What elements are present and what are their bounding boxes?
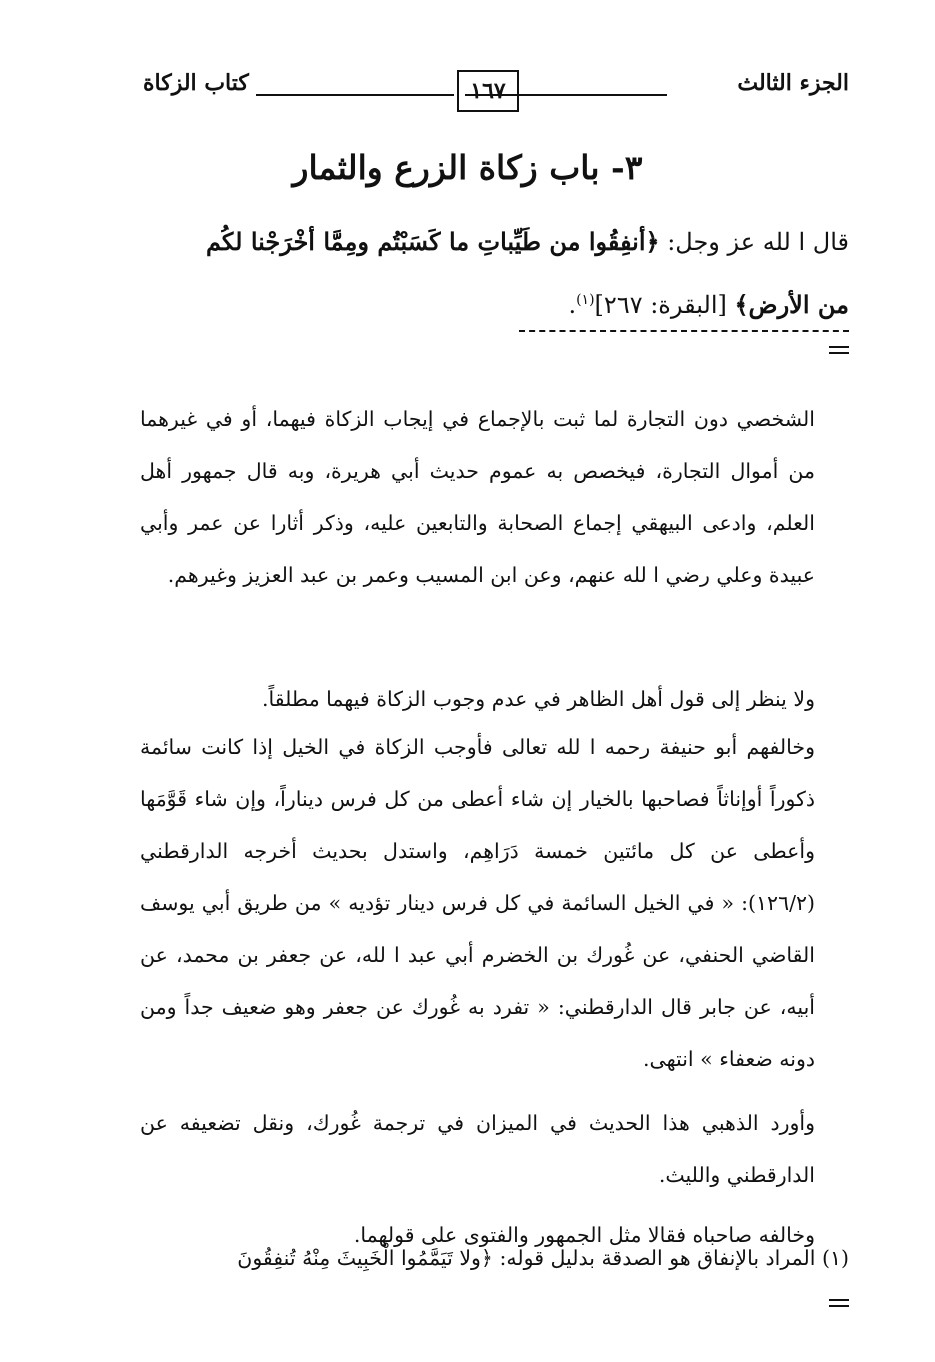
footnote-marker: (١) <box>576 292 595 308</box>
footnote-text: (١) المراد بالإنفاق هو الصدقة بدليل قوله: ﴿ولا تَيَمَّمُوا الْخَبِيثَ مِنْهُ تُنفِقُونَ <box>237 1246 849 1270</box>
intro-line-2 <box>140 280 849 325</box>
header-rule-left <box>256 94 454 96</box>
paragraph-3: وخالفهم أبو حنيفة رحمه ا لله تعالى فأوجب الزكاة في الخيل إذا كانت سائمة ذكوراً أوإناثاً فصاحبها بالخيار إن شاء أعطى من كل فرس ديناراً، وإن شاء قَوَّمَها وأعطى عن كل مائتين خمسة دَرَاهِم، واستدل بحديث أخرجه الدارقطني (١٢٦/٢): « في الخيل السائمة في كل فرس دينار تؤديه » من طريق أبي يوسف القاضي الحنفي، عن غُورك بن الخضرم أبي عبد ا لله، عن جعفر بن محمد، عن أبيه، عن جابر قال الدارقطني: « تفرد به غُورك عن جعفر وهو ضعيف جداً ومن دونه ضعفاء » انتهى. <box>140 734 815 1071</box>
paragraph-5: وخالفه صاحباه فقالا مثل الجمهور والفتوى على قولهما. <box>353 1222 815 1247</box>
intro-end: . <box>568 291 577 319</box>
chapter-title: ٣- باب زكاة الزرع والثمار <box>292 148 643 187</box>
page-number-box: ١٦٧ <box>457 70 519 112</box>
paragraph-4: وأورد الذهبي هذا الحديث في الميزان في ترجمة غُورك، ونقل تضعيفه عن الدارقطني والليث. <box>140 1110 815 1187</box>
intro-lead: قال ا لله عز وجل: <box>659 228 849 256</box>
quran-verse-part-1: ﴿أنفِقُوا من طَيِّباتِ ما كَسَبْتُم ومِمَّا أخْرَجْنا لكُم <box>205 227 660 256</box>
intro-line-1 <box>140 222 849 262</box>
footnote-continuation-mark <box>829 1299 849 1307</box>
footnote-separator <box>519 330 849 332</box>
quran-verse-part-2: من الأرض﴾ <box>734 290 849 319</box>
verse-citation: [البقرة: ٢٦٧] <box>594 291 735 319</box>
continuation-mark <box>829 346 849 354</box>
volume-label: الجزء الثالث <box>737 70 849 96</box>
paragraph-2: ولا ينظر إلى قول أهل الظاهر في عدم وجوب الزكاة فيهما مطلقاً. <box>261 686 815 711</box>
book-label: كتاب الزكاة <box>143 70 249 96</box>
paragraph-1: الشخصي دون التجارة لما ثبت بالإجماع في إيجاب الزكاة فيهما، أو في غيرهما من أموال التجارة، فيخصص به عموم حديث أبي هريرة، وبه قال جمهور أهل العلم، وادعى البيهقي إجماع الصحابة والتابعين عليه، وذكر أثارا عن عمر وأبي عبيدة وعلي رضي ا لله عنهم، وعن ابن المسيب وعمر بن عبد العزيز وغيرهم. <box>140 406 815 587</box>
